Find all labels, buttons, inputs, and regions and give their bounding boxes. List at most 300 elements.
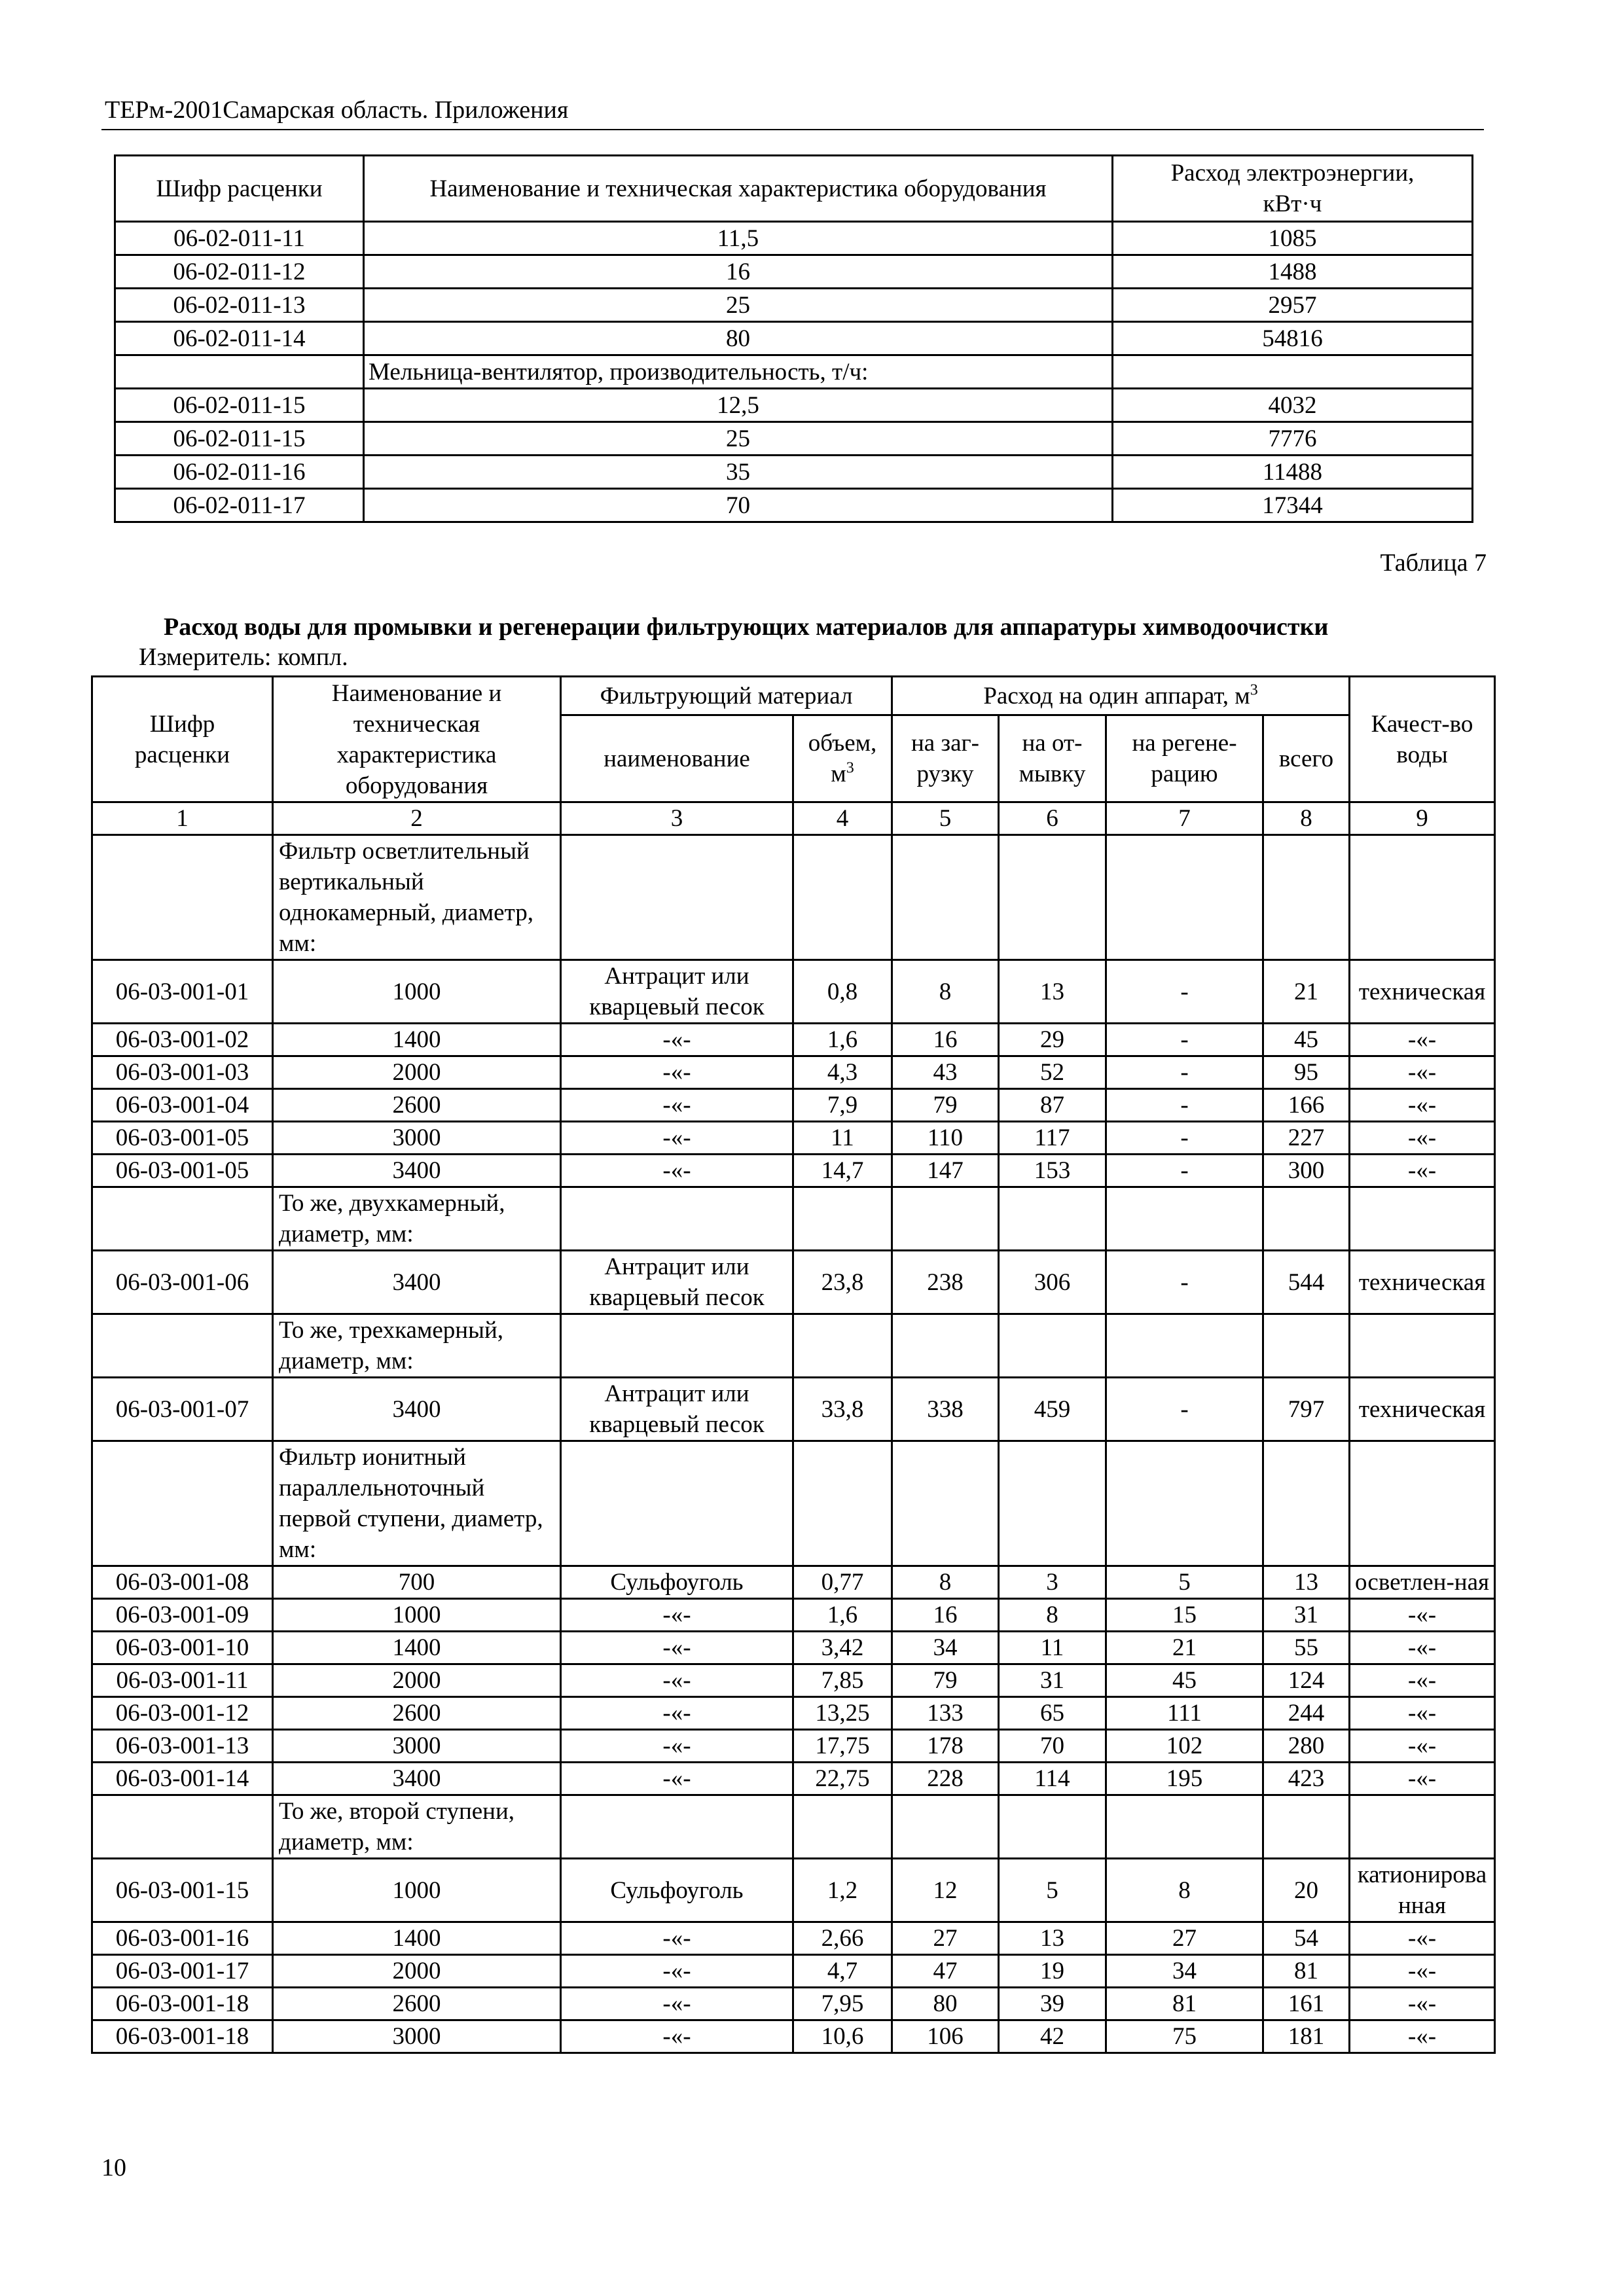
cell-code: 06-03-001-12: [92, 1697, 273, 1730]
empty-cell: [561, 1187, 793, 1251]
cell-diameter: 3000: [273, 1730, 561, 1763]
cell-diameter: 1000: [273, 960, 561, 1024]
cell-material: -«-: [561, 1024, 793, 1056]
header-row-1: [92, 677, 1495, 715]
cell-material: -«-: [561, 1089, 793, 1122]
cell-wash: 42: [999, 2020, 1106, 2053]
cell-total: 244: [1263, 1697, 1350, 1730]
column-number: 2: [273, 802, 561, 835]
table-row: [92, 1955, 1495, 1988]
cell-load: 16: [892, 1024, 999, 1056]
cell-wash: 13: [999, 1922, 1106, 1955]
cell-wash: 114: [999, 1763, 1106, 1795]
cell-diameter: 2600: [273, 1089, 561, 1122]
cell-volume: 0,77: [793, 1566, 892, 1599]
cell-code: 06-03-001-11: [92, 1664, 273, 1697]
cell-load: 79: [892, 1664, 999, 1697]
empty-cell: [1263, 1795, 1350, 1859]
cell-load: 27: [892, 1922, 999, 1955]
cell-code: 06-02-011-17: [115, 489, 364, 522]
cell-code: 06-02-011-14: [115, 322, 364, 355]
empty-cell: [1106, 1187, 1263, 1251]
group-name: Фильтр осветлительный вертикальный однокамерный, диаметр, мм:: [273, 835, 561, 960]
cell-wash: 52: [999, 1056, 1106, 1089]
empty-cell: [892, 1314, 999, 1378]
cell-load: 106: [892, 2020, 999, 2053]
cell-regen: 5: [1106, 1566, 1263, 1599]
cell-name: 80: [364, 322, 1113, 355]
cell-material: -«-: [561, 2020, 793, 2053]
cell-total: 13: [1263, 1566, 1350, 1599]
empty-cell: [999, 1441, 1106, 1566]
cell-regen: 8: [1106, 1859, 1263, 1922]
cell-code: 06-03-001-07: [92, 1378, 273, 1441]
cell-code: 06-03-001-15: [92, 1859, 273, 1922]
empty-cell: [92, 1441, 273, 1566]
cell-diameter: 1000: [273, 1599, 561, 1632]
cell-wash: 19: [999, 1955, 1106, 1988]
empty-cell: [561, 1441, 793, 1566]
table-row: [115, 322, 1473, 355]
cell-quality: -«-: [1350, 1024, 1495, 1056]
empty-cell: [999, 1795, 1106, 1859]
cell-material: -«-: [561, 1763, 793, 1795]
table-row: [115, 289, 1473, 322]
cell-material: -«-: [561, 1122, 793, 1155]
group-row: [92, 1314, 1495, 1378]
cell-code: 06-03-001-06: [92, 1251, 273, 1314]
cell-load: 34: [892, 1632, 999, 1664]
cell-wash: 11: [999, 1632, 1106, 1664]
cell-total: 227: [1263, 1122, 1350, 1155]
cell-wash: 39: [999, 1988, 1106, 2020]
cell-material: Антрацит или кварцевый песок: [561, 1378, 793, 1441]
cell-regen: 111: [1106, 1697, 1263, 1730]
cell-load: 8: [892, 960, 999, 1024]
cell-name: 12,5: [364, 389, 1113, 422]
empty-cell: [561, 1795, 793, 1859]
group-row: [92, 835, 1495, 960]
cell-code: 06-02-011-15: [115, 389, 364, 422]
empty-cell: [1350, 1187, 1495, 1251]
cell-diameter: 1400: [273, 1632, 561, 1664]
cell-name: 25: [364, 422, 1113, 456]
cell-quality: техническая: [1350, 1378, 1495, 1441]
volume-unit-sup: 3: [846, 759, 854, 777]
cell-regen: -: [1106, 1122, 1263, 1155]
cell-volume: 14,7: [793, 1155, 892, 1187]
cell-total: 95: [1263, 1056, 1350, 1089]
cell-volume: 10,6: [793, 2020, 892, 2053]
cell-regen: 21: [1106, 1632, 1263, 1664]
cell-material: Сульфоуголь: [561, 1566, 793, 1599]
col-header-quality: Качест-во воды: [1350, 677, 1495, 802]
cell-total: 181: [1263, 2020, 1350, 2053]
cell-electricity: 7776: [1113, 422, 1473, 456]
cell-material: -«-: [561, 1955, 793, 1988]
cell-wash: 306: [999, 1251, 1106, 1314]
column-number: 3: [561, 802, 793, 835]
group-row: [92, 1795, 1495, 1859]
cell-code: 06-03-001-10: [92, 1632, 273, 1664]
cell-diameter: 2600: [273, 1988, 561, 2020]
cell-code: 06-02-011-12: [115, 255, 364, 289]
cell-quality: -«-: [1350, 1089, 1495, 1122]
cell-code: 06-03-001-17: [92, 1955, 273, 1988]
cell-diameter: 3400: [273, 1378, 561, 1441]
cell-material: -«-: [561, 1697, 793, 1730]
table-row: [115, 222, 1473, 255]
cell-code: 06-03-001-03: [92, 1056, 273, 1089]
empty-cell: [892, 1441, 999, 1566]
col-header-electricity: Расход электроэнергии, кВт·ч: [1113, 156, 1473, 222]
cell-volume: 1,2: [793, 1859, 892, 1922]
electricity-table-header: [115, 156, 1473, 222]
cell-quality: -«-: [1350, 1763, 1495, 1795]
empty-cell: [1106, 1795, 1263, 1859]
cell-quality: катионированная: [1350, 1859, 1495, 1922]
col-header-regen: на регене-рацию: [1106, 715, 1263, 802]
col-header-material: наименование: [561, 715, 793, 802]
col-header-name: Наименование и техническая характеристика оборудования: [273, 677, 561, 802]
cell-regen: 15: [1106, 1599, 1263, 1632]
empty-cell: [1263, 1441, 1350, 1566]
cell-volume: 7,9: [793, 1089, 892, 1122]
empty-cell: [92, 1314, 273, 1378]
cell-quality: -«-: [1350, 1599, 1495, 1632]
cell-total: 161: [1263, 1988, 1350, 2020]
cell-volume: 23,8: [793, 1251, 892, 1314]
cell-load: 110: [892, 1122, 999, 1155]
table-row: [115, 255, 1473, 289]
table-row: [92, 1056, 1495, 1089]
table-row: [92, 1122, 1495, 1155]
empty-cell: [999, 1187, 1106, 1251]
cell-quality: -«-: [1350, 1056, 1495, 1089]
empty-cell: [1106, 1441, 1263, 1566]
group-name: То же, второй ступени, диаметр, мм:: [273, 1795, 561, 1859]
cell-total: 54: [1263, 1922, 1350, 1955]
table-row: [92, 1632, 1495, 1664]
cell-code: 06-03-001-14: [92, 1763, 273, 1795]
cell-diameter: 700: [273, 1566, 561, 1599]
cell-wash: 13: [999, 960, 1106, 1024]
cell-total: 31: [1263, 1599, 1350, 1632]
cell-diameter: 1000: [273, 1859, 561, 1922]
cell-diameter: 2000: [273, 1955, 561, 1988]
col-header-wash: на от-мывку: [999, 715, 1106, 802]
cell-material: Антрацит или кварцевый песок: [561, 1251, 793, 1314]
cell-quality: -«-: [1350, 1664, 1495, 1697]
meter-label: Измеритель: компл.: [139, 643, 348, 671]
column-number: 5: [892, 802, 999, 835]
column-number: 6: [999, 802, 1106, 835]
cell-wash: 87: [999, 1089, 1106, 1122]
cell-total: 21: [1263, 960, 1350, 1024]
cell-code: 06-03-001-08: [92, 1566, 273, 1599]
cell-code: 06-02-011-16: [115, 456, 364, 489]
cell-name: Мельница-вентилятор, производительность, т/ч:: [364, 355, 1113, 389]
table-row: [92, 1251, 1495, 1314]
empty-cell: [793, 1187, 892, 1251]
column-number: 9: [1350, 802, 1495, 835]
cell-volume: 1,6: [793, 1024, 892, 1056]
cell-volume: 13,25: [793, 1697, 892, 1730]
cell-code: [115, 355, 364, 389]
empty-cell: [1350, 1441, 1495, 1566]
table-row: [92, 1859, 1495, 1922]
cell-diameter: 2000: [273, 1664, 561, 1697]
empty-cell: [1263, 1187, 1350, 1251]
empty-cell: [1350, 1795, 1495, 1859]
cell-code: 06-03-001-05: [92, 1122, 273, 1155]
table-caption: Таблица 7: [1380, 549, 1487, 577]
empty-cell: [1350, 1314, 1495, 1378]
empty-cell: [561, 1314, 793, 1378]
cell-material: -«-: [561, 1632, 793, 1664]
cell-code: 06-03-001-13: [92, 1730, 273, 1763]
table-row: [92, 1763, 1495, 1795]
empty-cell: [793, 1795, 892, 1859]
cell-wash: 65: [999, 1697, 1106, 1730]
cell-load: 8: [892, 1566, 999, 1599]
cell-volume: 33,8: [793, 1378, 892, 1441]
empty-cell: [793, 1314, 892, 1378]
cell-wash: 459: [999, 1378, 1106, 1441]
page-number: 10: [101, 2154, 126, 2181]
cell-volume: 4,3: [793, 1056, 892, 1089]
cell-quality: -«-: [1350, 1922, 1495, 1955]
cell-volume: 1,6: [793, 1599, 892, 1632]
cell-diameter: 3000: [273, 1122, 561, 1155]
cell-diameter: 1400: [273, 1024, 561, 1056]
cell-code: 06-03-001-09: [92, 1599, 273, 1632]
cell-diameter: 2000: [273, 1056, 561, 1089]
table-row: [92, 1697, 1495, 1730]
cell-total: 300: [1263, 1155, 1350, 1187]
column-number-row: [92, 802, 1495, 835]
group-name: То же, трехкамерный, диаметр, мм:: [273, 1314, 561, 1378]
col-header-total: всего: [1263, 715, 1350, 802]
cell-load: 47: [892, 1955, 999, 1988]
table-row: [92, 1599, 1495, 1632]
column-number: 1: [92, 802, 273, 835]
empty-cell: [1263, 1314, 1350, 1378]
group-row: [92, 1441, 1495, 1566]
table-row: [92, 960, 1495, 1024]
cell-regen: -: [1106, 1378, 1263, 1441]
cell-code: 06-03-001-16: [92, 1922, 273, 1955]
cell-wash: 70: [999, 1730, 1106, 1763]
col-header-load: на заг-рузку: [892, 715, 999, 802]
cell-regen: -: [1106, 1056, 1263, 1089]
cell-code: 06-03-001-04: [92, 1089, 273, 1122]
cell-volume: 0,8: [793, 960, 892, 1024]
water-consumption-table: [91, 675, 1496, 2054]
col-header-flow: [892, 677, 1350, 715]
group-name: То же, двухкамерный, диаметр, мм:: [273, 1187, 561, 1251]
cell-electricity: 1488: [1113, 255, 1473, 289]
cell-regen: 102: [1106, 1730, 1263, 1763]
cell-volume: 3,42: [793, 1632, 892, 1664]
cell-quality: -«-: [1350, 2020, 1495, 2053]
cell-name: 11,5: [364, 222, 1113, 255]
cell-volume: 7,85: [793, 1664, 892, 1697]
table-row: [92, 1378, 1495, 1441]
cell-total: 166: [1263, 1089, 1350, 1122]
empty-cell: [999, 1314, 1106, 1378]
table-row: [92, 1155, 1495, 1187]
cell-electricity: 2957: [1113, 289, 1473, 322]
cell-load: 79: [892, 1089, 999, 1122]
cell-material: -«-: [561, 1988, 793, 2020]
empty-cell: [1106, 835, 1263, 960]
table-row: [92, 1089, 1495, 1122]
cell-wash: 5: [999, 1859, 1106, 1922]
cell-regen: -: [1106, 1251, 1263, 1314]
cell-electricity: 54816: [1113, 322, 1473, 355]
cell-code: 06-02-011-11: [115, 222, 364, 255]
cell-material: -«-: [561, 1155, 793, 1187]
cell-volume: 22,75: [793, 1763, 892, 1795]
empty-cell: [92, 1187, 273, 1251]
cell-name: 70: [364, 489, 1113, 522]
cell-code: 06-03-001-05: [92, 1155, 273, 1187]
column-number: 4: [793, 802, 892, 835]
table-row: [92, 1024, 1495, 1056]
running-header: ТЕРм-2001Самарская область. Приложения: [105, 96, 569, 124]
col-header-code: Шифр расценки: [115, 156, 364, 222]
cell-quality: -«-: [1350, 1988, 1495, 2020]
cell-regen: -: [1106, 960, 1263, 1024]
col-header-code: Шифр расценки: [92, 677, 273, 802]
empty-cell: [1263, 835, 1350, 960]
cell-volume: 2,66: [793, 1922, 892, 1955]
empty-cell: [1350, 835, 1495, 960]
cell-total: 423: [1263, 1763, 1350, 1795]
cell-total: 544: [1263, 1251, 1350, 1314]
header-rule: [101, 129, 1484, 130]
cell-diameter: 2600: [273, 1697, 561, 1730]
cell-regen: 75: [1106, 2020, 1263, 2053]
empty-cell: [561, 835, 793, 960]
cell-quality: осветлен-ная: [1350, 1566, 1495, 1599]
cell-wash: 3: [999, 1566, 1106, 1599]
cell-total: 55: [1263, 1632, 1350, 1664]
table-row: [115, 389, 1473, 422]
cell-quality: -«-: [1350, 1122, 1495, 1155]
cell-load: 338: [892, 1378, 999, 1441]
cell-name: 25: [364, 289, 1113, 322]
cell-wash: 29: [999, 1024, 1106, 1056]
cell-diameter: 3400: [273, 1763, 561, 1795]
col-header-name: Наименование и техническая характеристика оборудования: [364, 156, 1113, 222]
cell-diameter: 3400: [273, 1251, 561, 1314]
col-header-volume: [793, 715, 892, 802]
volume-label: объем, м: [808, 730, 877, 787]
empty-cell: [92, 1795, 273, 1859]
cell-load: 12: [892, 1859, 999, 1922]
cell-quality: -«-: [1350, 1697, 1495, 1730]
column-number: 7: [1106, 802, 1263, 835]
table-row: [115, 489, 1473, 522]
table-row: [115, 422, 1473, 456]
cell-wash: 8: [999, 1599, 1106, 1632]
cell-quality: -«-: [1350, 1730, 1495, 1763]
empty-cell: [793, 835, 892, 960]
cell-volume: 4,7: [793, 1955, 892, 1988]
table-row: [115, 456, 1473, 489]
cell-material: -«-: [561, 1922, 793, 1955]
cell-code: 06-03-001-02: [92, 1024, 273, 1056]
table-row: [115, 355, 1473, 389]
cell-load: 178: [892, 1730, 999, 1763]
cell-material: -«-: [561, 1664, 793, 1697]
cell-diameter: 1400: [273, 1922, 561, 1955]
table-row: [92, 1730, 1495, 1763]
empty-cell: [892, 1795, 999, 1859]
cell-load: 80: [892, 1988, 999, 2020]
cell-name: 35: [364, 456, 1113, 489]
cell-material: Антрацит или кварцевый песок: [561, 960, 793, 1024]
cell-regen: 27: [1106, 1922, 1263, 1955]
cell-electricity: 4032: [1113, 389, 1473, 422]
empty-cell: [92, 835, 273, 960]
cell-material: -«-: [561, 1730, 793, 1763]
flow-unit-sup: 3: [1250, 681, 1258, 699]
cell-regen: 195: [1106, 1763, 1263, 1795]
cell-wash: 153: [999, 1155, 1106, 1187]
cell-quality: -«-: [1350, 1955, 1495, 1988]
cell-volume: 11: [793, 1122, 892, 1155]
table-row: [92, 1988, 1495, 2020]
cell-regen: -: [1106, 1089, 1263, 1122]
cell-regen: 34: [1106, 1955, 1263, 1988]
cell-load: 147: [892, 1155, 999, 1187]
cell-regen: -: [1106, 1024, 1263, 1056]
table-row: [92, 2020, 1495, 2053]
cell-electricity: 11488: [1113, 456, 1473, 489]
cell-material: Сульфоуголь: [561, 1859, 793, 1922]
cell-electricity: 1085: [1113, 222, 1473, 255]
cell-load: 228: [892, 1763, 999, 1795]
cell-load: 238: [892, 1251, 999, 1314]
cell-volume: 17,75: [793, 1730, 892, 1763]
cell-volume: 7,95: [793, 1988, 892, 2020]
table-row: [92, 1922, 1495, 1955]
cell-total: 81: [1263, 1955, 1350, 1988]
cell-quality: -«-: [1350, 1632, 1495, 1664]
cell-code: 06-03-001-01: [92, 960, 273, 1024]
cell-electricity: 17344: [1113, 489, 1473, 522]
cell-code: 06-02-011-13: [115, 289, 364, 322]
cell-wash: 117: [999, 1122, 1106, 1155]
electricity-table: [114, 154, 1473, 523]
table-row: [92, 1664, 1495, 1697]
cell-code: 06-03-001-18: [92, 2020, 273, 2053]
cell-total: 797: [1263, 1378, 1350, 1441]
cell-regen: -: [1106, 1155, 1263, 1187]
flow-label: Расход на один аппарат, м: [983, 682, 1250, 709]
cell-electricity: [1113, 355, 1473, 389]
table-row: [92, 1566, 1495, 1599]
cell-load: 133: [892, 1697, 999, 1730]
cell-total: 45: [1263, 1024, 1350, 1056]
cell-material: -«-: [561, 1599, 793, 1632]
cell-regen: 45: [1106, 1664, 1263, 1697]
group-name: Фильтр ионитный параллельноточный первой ступени, диаметр, мм:: [273, 1441, 561, 1566]
cell-code: 06-03-001-18: [92, 1988, 273, 2020]
